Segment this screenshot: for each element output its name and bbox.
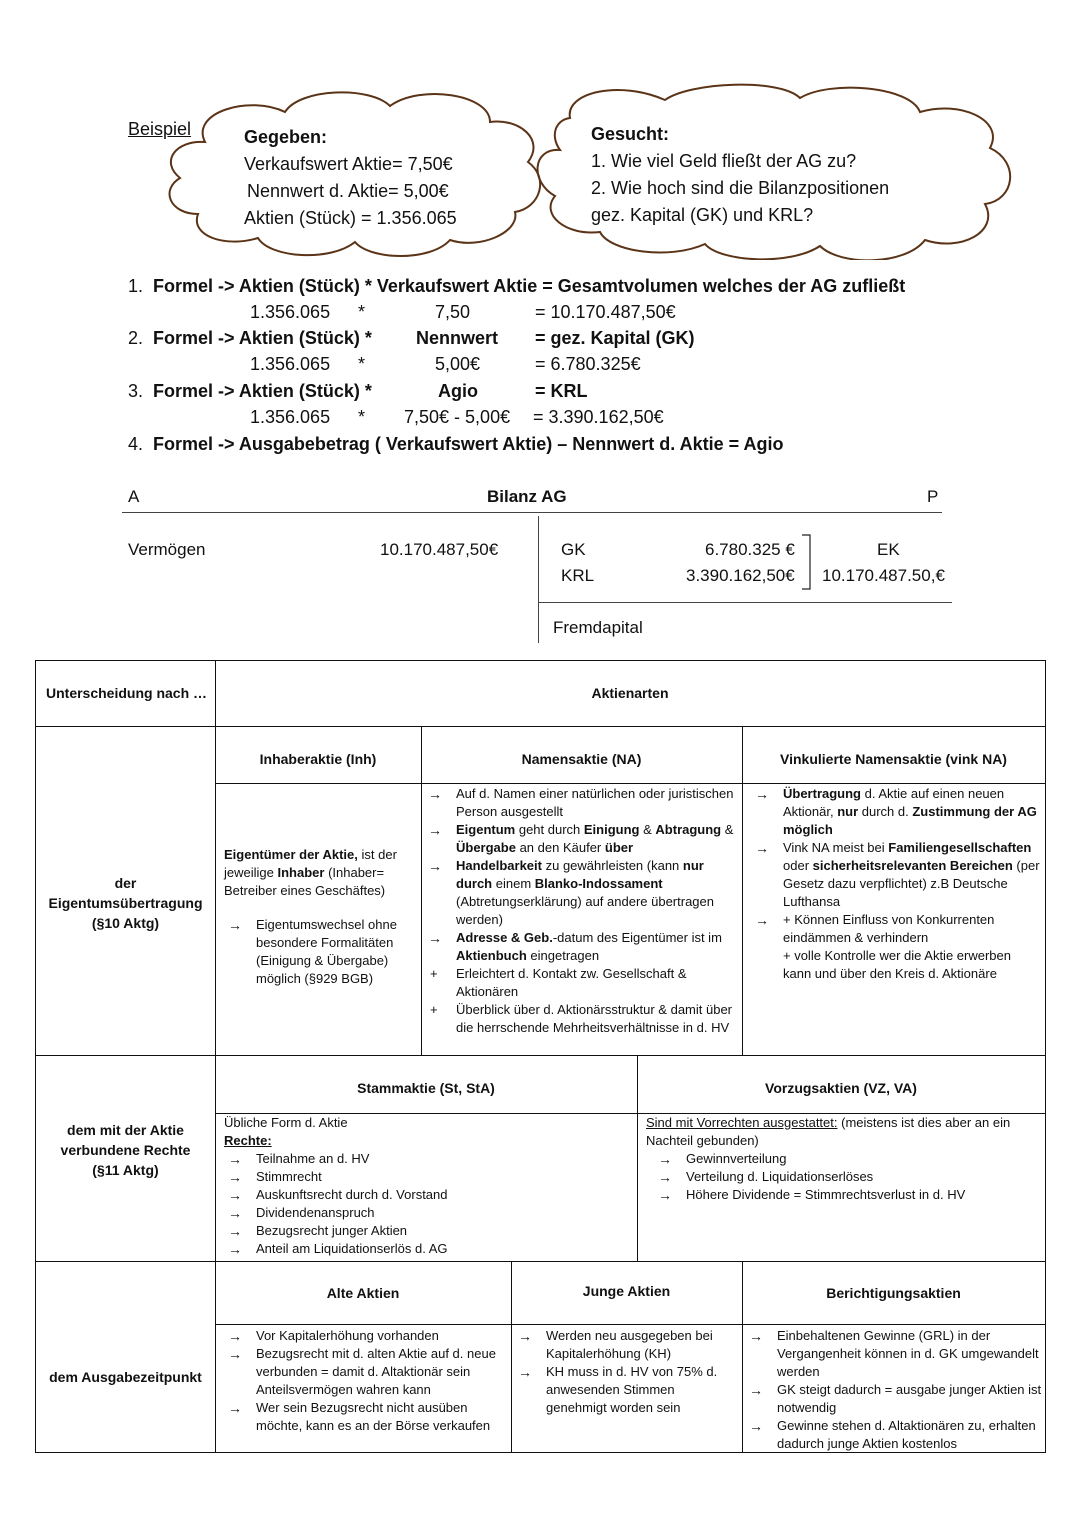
vinkulierte-title: Vinkulierte Namensaktie (vink NA) bbox=[780, 751, 1007, 767]
list-item bbox=[514, 1327, 738, 1363]
formula-1-text: Formel -> Aktien (Stück) * Verkaufswert Aktie = Gesamtvolumen welches der AG zufließt bbox=[153, 276, 906, 296]
sought-line: 2. Wie hoch sind die Bilanzpositionen bbox=[591, 178, 890, 198]
list-item-text: Gewinne stehen d. Altaktionären zu, erhalten dadurch junge Aktien kostenlos bbox=[777, 1418, 1036, 1451]
list-item bbox=[654, 1186, 1041, 1204]
text-bold: Zustimmung der AG möglich bbox=[783, 804, 1037, 837]
row-line bbox=[36, 1261, 1045, 1262]
text-bold: Eigentümer der Aktie, bbox=[224, 847, 358, 862]
formula-2-mid: Nennwert bbox=[416, 328, 499, 348]
assets-value: 10.170.487,50€ bbox=[380, 540, 499, 559]
text: (Inhaber= Betreiber eines Geschäftes) bbox=[224, 865, 386, 898]
berichtigungsaktien-title: Berichtigungsaktien bbox=[826, 1285, 961, 1301]
ek-value: 10.170.487.50,€ bbox=[822, 566, 945, 585]
krl-label: KRL bbox=[561, 566, 595, 585]
row-line bbox=[215, 1324, 1045, 1325]
sought-block bbox=[591, 121, 889, 229]
col-line bbox=[421, 726, 422, 1055]
formula-3-head: Formel -> Aktien (Stück) * bbox=[153, 381, 372, 401]
formula-4-text: Formel -> Ausgabebetrag ( Verkaufswert Aktie) – Nennwert d. Aktie = Agio bbox=[153, 434, 784, 454]
formula-2-qty: 1.356.065 bbox=[250, 354, 331, 374]
list-item bbox=[751, 911, 1041, 947]
given-block bbox=[244, 124, 457, 232]
arrow-icon: → bbox=[428, 858, 442, 874]
text: geht durch bbox=[515, 822, 584, 837]
list-item bbox=[224, 1150, 632, 1168]
formula-3-right: = KRL bbox=[535, 381, 588, 401]
balance-p: P bbox=[927, 487, 939, 506]
assets-label: Vermögen bbox=[128, 540, 206, 559]
arrow-icon: → bbox=[428, 930, 442, 946]
formula-3-val: 7,50€ - 5,00€ bbox=[404, 407, 511, 427]
krl-value: 3.390.162,50€ bbox=[686, 566, 795, 585]
text: an den Käufer bbox=[515, 840, 605, 855]
plus-icon: + bbox=[430, 966, 438, 981]
arrow-icon: → bbox=[228, 917, 242, 933]
arrow-icon: → bbox=[228, 1151, 242, 1167]
balance-a: A bbox=[128, 487, 140, 506]
arrow-icon: → bbox=[518, 1328, 532, 1344]
alte-aktien-body bbox=[224, 1327, 507, 1435]
row-label-line: dem mit der Aktie bbox=[67, 1122, 184, 1138]
text: Überblick über d. Aktionärsstruktur & damit über die herrschende Mehrheitsverhältnisse in d. HV bbox=[456, 1002, 733, 1035]
example-label: Beispiel bbox=[128, 119, 192, 139]
list-item bbox=[751, 947, 1041, 983]
arrow-icon: → bbox=[228, 1205, 242, 1221]
text: (per Gesetz dazu verpflichtet) z.B Deutsche Lufthansa bbox=[783, 858, 1040, 909]
list-item bbox=[224, 1168, 632, 1186]
table-corner: Unterscheidung nach … bbox=[46, 685, 208, 701]
text-bold: Inhaber bbox=[277, 865, 325, 880]
given-line: Verkaufswert Aktie= 7,50€ bbox=[244, 154, 453, 174]
list-item bbox=[424, 965, 736, 1001]
formula-4-num: 4. bbox=[128, 434, 144, 454]
text: & bbox=[721, 822, 734, 837]
row-label-line: (§10 Aktg) bbox=[91, 915, 160, 931]
arrow-icon: → bbox=[428, 822, 442, 838]
formula-1-res: = 10.170.487,50€ bbox=[535, 302, 676, 322]
junge-aktien-body bbox=[514, 1327, 738, 1417]
list-item-text: KH muss in d. HV von 75% d. anwesenden Stimmen genehmigt worden sein bbox=[546, 1364, 718, 1415]
inhaberaktie-title: Inhaberaktie (Inh) bbox=[259, 751, 377, 767]
row2-label bbox=[36, 1120, 215, 1180]
balance-title: Bilanz AG bbox=[487, 487, 567, 506]
text-bold: Handelbarkeit bbox=[456, 858, 542, 873]
formula-2-op: * bbox=[358, 354, 366, 374]
arrow-icon: → bbox=[658, 1187, 672, 1203]
text-bold: Abtragung bbox=[655, 822, 722, 837]
list-item-text: Bezugsrecht mit d. alten Aktie auf d. neue verbunden = damit d. Altaktionär sein Anteilsvermögen wahren kann bbox=[256, 1346, 496, 1397]
list-item-text: Wer sein Bezugsrecht nicht ausüben möchte, kann es an der Börse verkaufen bbox=[256, 1400, 491, 1433]
vorzugsaktien-body bbox=[646, 1114, 1041, 1204]
balance-top-rule bbox=[122, 512, 942, 513]
alte-aktien-title: Alte Aktien bbox=[326, 1285, 400, 1301]
arrow-icon: → bbox=[518, 1364, 532, 1380]
list-item-text: Auskunftsrecht durch d. Vorstand bbox=[256, 1187, 448, 1202]
list-item bbox=[745, 1327, 1043, 1381]
list-item bbox=[654, 1168, 1041, 1186]
ek-label: EK bbox=[877, 540, 900, 559]
debt-label: Fremdapital bbox=[553, 618, 643, 637]
text-bold: nur durch bbox=[456, 858, 704, 891]
arrow-icon: → bbox=[749, 1418, 763, 1434]
text: oder bbox=[783, 858, 813, 873]
arrow-icon: → bbox=[228, 1400, 242, 1416]
namensaktie-body bbox=[424, 785, 736, 1037]
inhaberaktie-intro bbox=[224, 846, 416, 900]
formula-2-val: 5,00€ bbox=[435, 354, 481, 374]
text: ist der jeweilige bbox=[224, 847, 397, 880]
list-item-text: Eigentumswechsel ohne besondere Formalitäten (Einigung & Übergabe) möglich (§929 BGB) bbox=[256, 917, 397, 986]
vorzugsaktien-title: Vorzugsaktien (VZ, VA) bbox=[765, 1080, 917, 1096]
arrow-icon: → bbox=[228, 1346, 242, 1362]
list-item bbox=[424, 1001, 736, 1037]
text-bold: Familiengesellschaften bbox=[888, 840, 1032, 855]
row-label-line: Eigentumsübertragung bbox=[48, 895, 203, 911]
equity-bracket bbox=[800, 533, 816, 591]
sought-line: gez. Kapital (GK) und KRL? bbox=[591, 205, 814, 225]
list-item bbox=[751, 785, 1041, 839]
formula-2-head: Formel -> Aktien (Stück) * bbox=[153, 328, 372, 348]
formula-1-val: 7,50 bbox=[435, 302, 471, 322]
list-item bbox=[224, 1222, 632, 1240]
arrow-icon: → bbox=[755, 840, 769, 856]
arrow-icon: → bbox=[658, 1151, 672, 1167]
formula-3-op: * bbox=[358, 407, 366, 427]
list-item bbox=[745, 1417, 1043, 1453]
arrow-icon: → bbox=[658, 1169, 672, 1185]
given-line: Aktien (Stück) = 1.356.065 bbox=[244, 208, 457, 228]
list-item-text: Anteil am Liquidationserlös d. AG bbox=[256, 1241, 448, 1256]
formula-3-mid: Agio bbox=[438, 381, 478, 401]
formula-1-qty: 1.356.065 bbox=[250, 302, 331, 322]
vinkulierte-body bbox=[751, 785, 1041, 983]
list-item bbox=[751, 839, 1041, 911]
text-bold: Einigung bbox=[583, 822, 640, 837]
row1-label bbox=[36, 873, 215, 933]
rights-label: Rechte: bbox=[224, 1133, 272, 1148]
arrow-icon: → bbox=[755, 786, 769, 802]
formula-3-num: 3. bbox=[128, 381, 144, 401]
gk-value: 6.780.325 € bbox=[705, 540, 795, 559]
text: + Können Einfluss von Konkurrenten eindämmen & verhindern bbox=[783, 912, 995, 945]
namensaktie-title: Namensaktie (NA) bbox=[521, 751, 642, 767]
list-item bbox=[424, 821, 736, 857]
row-label-line: dem Ausgabezeitpunkt bbox=[49, 1369, 202, 1385]
row-line bbox=[36, 1055, 1045, 1056]
text: durch d. bbox=[858, 804, 913, 819]
list-item bbox=[224, 1327, 507, 1345]
arrow-icon: → bbox=[755, 912, 769, 928]
list-item-text: Bezugsrecht junger Aktien bbox=[256, 1223, 408, 1238]
row-line bbox=[36, 726, 1045, 727]
formula-2-right: = gez. Kapital (GK) bbox=[535, 328, 695, 348]
list-item bbox=[745, 1381, 1043, 1417]
list-item bbox=[424, 929, 736, 965]
given-line: Nennwert d. Aktie= 5,00€ bbox=[247, 181, 449, 201]
list-item bbox=[514, 1363, 738, 1417]
text: Auf d. Namen einer natürlichen oder juristischen Person ausgestellt bbox=[456, 786, 734, 819]
arrow-icon: → bbox=[749, 1382, 763, 1398]
stammaktie-body bbox=[224, 1114, 632, 1258]
stammaktie-title: Stammaktie (St, StA) bbox=[357, 1080, 495, 1096]
junge-aktien-title: Junge Aktien bbox=[582, 1283, 671, 1299]
list-item-text: Einbehaltenen Gewinne (GRL) in der Vergangenheit können in d. GK umgewandelt werden bbox=[777, 1328, 1039, 1379]
sought-title: Gesucht: bbox=[591, 124, 670, 144]
list-item-text: Stimmrecht bbox=[256, 1169, 322, 1184]
list-item bbox=[424, 857, 736, 929]
text-bold: Übergabe bbox=[456, 840, 516, 855]
list-item-text: Teilnahme an d. HV bbox=[256, 1151, 370, 1166]
table-header: Aktienarten bbox=[591, 685, 669, 701]
list-item bbox=[424, 785, 736, 821]
balance-divider bbox=[538, 516, 539, 643]
list-item bbox=[224, 1186, 632, 1204]
list-item-text: Werden neu ausgegeben bei Kapitalerhöhung (KH) bbox=[546, 1328, 713, 1361]
list-item bbox=[224, 916, 416, 988]
text: (Abtretungserklärung) auf andere übertragen werden) bbox=[456, 894, 714, 927]
text: einem bbox=[492, 876, 535, 891]
arrow-icon: → bbox=[228, 1328, 242, 1344]
text: -datum des Eigentümer ist im bbox=[552, 930, 722, 945]
text: eingetragen bbox=[526, 948, 600, 963]
share-types-table bbox=[35, 660, 1046, 1453]
text: Vink NA meist bei bbox=[783, 840, 889, 855]
row-line bbox=[215, 783, 1045, 784]
arrow-icon: → bbox=[228, 1169, 242, 1185]
stammaktie-intro: Übliche Form d. Aktie bbox=[224, 1115, 348, 1130]
list-item bbox=[224, 1204, 632, 1222]
text: zu gewährleisten (kann bbox=[541, 858, 683, 873]
formula-3-res: = 3.390.162,50€ bbox=[533, 407, 664, 427]
text: (meistens ist dies aber an ein Nachteil gebunden) bbox=[646, 1115, 1011, 1148]
text: Erleichtert d. Kontakt zw. Gesellschaft & Aktionären bbox=[456, 966, 687, 999]
text: + volle Kontrolle wer die Aktie erwerben kann und über den Kreis d. Aktionäre bbox=[783, 948, 1011, 981]
berichtigungsaktien-body bbox=[745, 1327, 1043, 1453]
plus-icon: + bbox=[430, 1002, 438, 1017]
text-bold: Blanko-Indossament bbox=[534, 876, 663, 891]
list-item bbox=[224, 1240, 632, 1258]
list-item-text: Verteilung d. Liquidationserlöses bbox=[686, 1169, 874, 1184]
text-bold: Eigentum bbox=[456, 822, 516, 837]
row-label-line: der bbox=[114, 875, 137, 891]
balance-equity-rule bbox=[538, 602, 952, 603]
formula-1-op: * bbox=[358, 302, 366, 322]
row-label-line: verbundene Rechte bbox=[60, 1142, 191, 1158]
text: & bbox=[639, 822, 656, 837]
list-item-text: Vor Kapitalerhöhung vorhanden bbox=[256, 1328, 439, 1343]
text-underlined: Sind mit Vorrechten ausgestattet: bbox=[646, 1115, 838, 1130]
arrow-icon: → bbox=[749, 1328, 763, 1344]
row3-label bbox=[36, 1367, 215, 1387]
formula-3-qty: 1.356.065 bbox=[250, 407, 331, 427]
text: d. Aktie auf einen neuen Aktionär, bbox=[783, 786, 1005, 819]
list-item-text: Dividendenanspruch bbox=[256, 1205, 375, 1220]
given-title: Gegeben: bbox=[244, 127, 328, 147]
inhaberaktie-body bbox=[224, 846, 416, 988]
list-item-text: Höhere Dividende = Stimmrechtsverlust in d. HV bbox=[686, 1187, 966, 1202]
row-label-line: (§11 Aktg) bbox=[92, 1162, 159, 1178]
list-item-text: Gewinnverteilung bbox=[686, 1151, 787, 1166]
formula-1-num: 1. bbox=[128, 276, 144, 296]
arrow-icon: → bbox=[228, 1187, 242, 1203]
formula-2-res: = 6.780.325€ bbox=[535, 354, 641, 374]
text-bold: sicherheitsrelevanten Bereichen bbox=[812, 858, 1013, 873]
arrow-icon: → bbox=[228, 1241, 242, 1257]
text-bold: Adresse & Geb. bbox=[456, 930, 553, 945]
gk-label: GK bbox=[561, 540, 586, 559]
text-bold: nur bbox=[837, 804, 859, 819]
list-item bbox=[224, 1399, 507, 1435]
col-line bbox=[215, 661, 216, 1452]
text-bold: Aktienbuch bbox=[456, 948, 527, 963]
formula-2-num: 2. bbox=[128, 328, 144, 348]
arrow-icon: → bbox=[228, 1223, 242, 1239]
sought-line: 1. Wie viel Geld fließt der AG zu? bbox=[591, 151, 857, 171]
list-item bbox=[654, 1150, 1041, 1168]
col-line bbox=[742, 726, 743, 1055]
list-item bbox=[224, 1345, 507, 1399]
text-bold: Übertragung bbox=[783, 786, 861, 801]
text-bold: über bbox=[604, 840, 634, 855]
list-item-text: GK steigt dadurch = ausgabe junger Aktien ist notwendig bbox=[777, 1382, 1042, 1415]
arrow-icon: → bbox=[428, 786, 442, 802]
